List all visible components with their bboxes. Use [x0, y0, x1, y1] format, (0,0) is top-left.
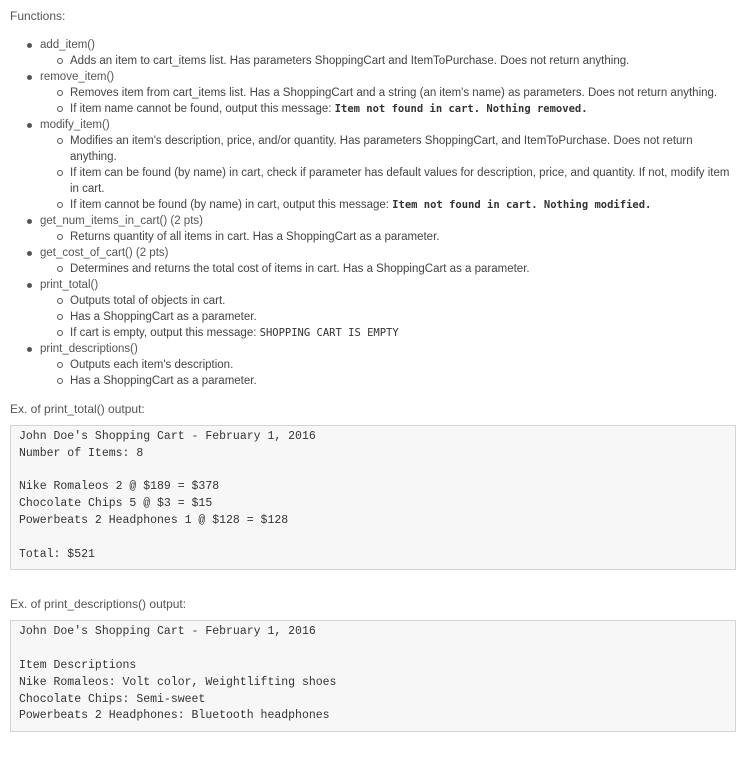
- detail-item: [40, 165, 740, 197]
- detail-item: [40, 373, 740, 389]
- example-total-label: Ex. of print_total() output:: [10, 402, 145, 416]
- function-item: [10, 245, 740, 277]
- code-line: Number of Items: 8: [19, 446, 144, 460]
- function-name: remove_item(): [40, 71, 115, 83]
- function-item: [10, 37, 740, 69]
- function-details: [40, 293, 740, 341]
- detail-item: [40, 293, 740, 309]
- detail-text: Determines and returns the total cost of items in cart. Has a ShoppingCart as a parameter.: [70, 263, 530, 275]
- code-line-blank: [19, 641, 735, 658]
- detail-text: Outputs each item's description.: [70, 359, 234, 371]
- function-name: get_cost_of_cart() (2 pts): [40, 247, 169, 259]
- code-line: Item Descriptions: [19, 658, 137, 672]
- detail-text: Returns quantity of all items in cart. Has a ShoppingCart as a parameter.: [70, 231, 440, 243]
- detail-text: If cart is empty, output this message:: [70, 327, 260, 339]
- code-line: Chocolate Chips 5 @ $3 = $15: [19, 497, 213, 511]
- function-details: [40, 133, 740, 213]
- function-name: modify_item(): [40, 119, 110, 131]
- code-line-blank: [19, 463, 735, 480]
- function-details: [40, 261, 740, 277]
- detail-text: If item cannot be found (by name) in cart, output this message:: [70, 199, 393, 211]
- detail-item: [40, 101, 740, 117]
- detail-item: [40, 53, 740, 69]
- function-name: get_num_items_in_cart() (2 pts): [40, 215, 203, 227]
- detail-item: [40, 197, 740, 213]
- detail-item: [40, 133, 740, 165]
- function-name: add_item(): [40, 39, 95, 51]
- functions-heading: Functions:: [10, 9, 66, 23]
- detail-item: [40, 309, 740, 325]
- code-line: Powerbeats 2 Headphones 1 @ $128 = $128: [19, 513, 289, 527]
- code-line: John Doe's Shopping Cart - February 1, 2016: [19, 430, 316, 443]
- empty-cart-message-code: SHOPPING CART IS EMPTY: [259, 327, 399, 339]
- function-item: [10, 277, 740, 341]
- detail-item: [40, 357, 740, 373]
- example-descriptions-label: Ex. of print_descriptions() output:: [10, 597, 187, 612]
- detail-item: [40, 325, 740, 341]
- function-details: [40, 85, 740, 117]
- detail-text: Has a ShoppingCart as a parameter.: [70, 375, 257, 387]
- function-item: [10, 213, 740, 245]
- code-line: Nike Romaleos: Volt color, Weightlifting shoes: [19, 675, 337, 689]
- detail-text: Outputs total of objects in cart.: [70, 295, 226, 307]
- code-line: Nike Romaleos 2 @ $189 = $378: [19, 480, 220, 494]
- detail-item: [40, 229, 740, 245]
- detail-text: Removes item from cart_items list. Has a ShoppingCart and a string (an item's name) as parameters. Does not return anything.: [70, 87, 718, 99]
- function-item: [10, 69, 740, 117]
- detail-text: Adds an item to cart_items list. Has parameters ShoppingCart and ItemToPurchase. Does not return anything.: [70, 55, 630, 67]
- document: [10, 8, 740, 732]
- function-name: print_total(): [40, 279, 99, 291]
- code-line: John Doe's Shopping Cart - February 1, 2016: [19, 625, 316, 639]
- function-list: [10, 37, 740, 389]
- code-line: Chocolate Chips: Semi-sweet: [19, 692, 206, 706]
- error-message-code: Item not found in cart. Nothing removed.: [334, 103, 588, 115]
- detail-text: If item can be found (by name) in cart, check if parameter has default values for description, price, and quantity. If not, modify item in cart.: [70, 167, 730, 195]
- detail-text: If item name cannot be found, output this message:: [70, 103, 335, 115]
- function-item: [10, 117, 740, 213]
- code-line: Total: $521: [19, 547, 95, 561]
- code-line-blank: [19, 530, 735, 547]
- function-item: [10, 341, 740, 389]
- print-total-code-block: [10, 425, 736, 570]
- function-name: print_descriptions(): [40, 343, 138, 355]
- code-line: Powerbeats 2 Headphones: Bluetooth headphones: [19, 709, 330, 723]
- detail-text: Has a ShoppingCart as a parameter.: [70, 311, 257, 323]
- function-details: [40, 53, 740, 69]
- function-details: [40, 229, 740, 245]
- detail-item: [40, 261, 740, 277]
- function-details: [40, 357, 740, 389]
- detail-text: Modifies an item's description, price, and/or quantity. Has parameters ShoppingCart, and ItemToPurchase. Does not return anything.: [70, 135, 693, 163]
- print-descriptions-code-block: [10, 620, 736, 732]
- error-message-code: Item not found in cart. Nothing modified.: [392, 199, 652, 211]
- detail-item: [40, 85, 740, 101]
